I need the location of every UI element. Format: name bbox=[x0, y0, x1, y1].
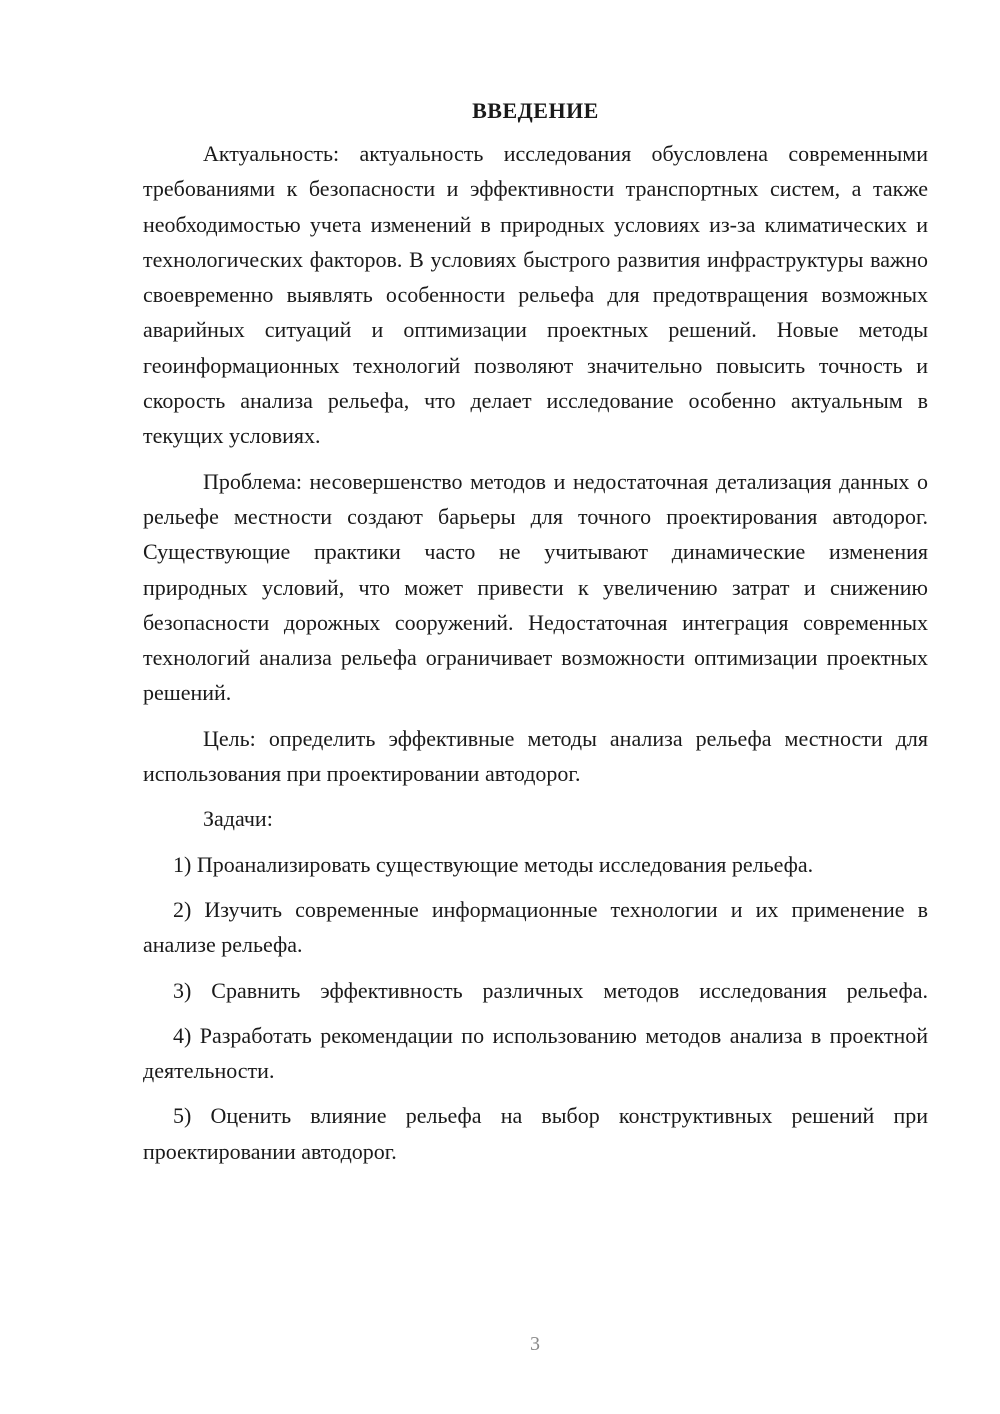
page-number: 3 bbox=[530, 1333, 540, 1355]
task-item-5: 5) Оценить влияние рельефа на выбор конструктивных решений при проектировании автодорог. bbox=[143, 1103, 928, 1164]
page-content bbox=[143, 96, 928, 1179]
relevance-paragraph: Актуальность: актуальность исследования обусловлена современными требованиями к безопасности и эффективности транспортных систем, а также необходимостью учета изменений в природных условиях из-за климатических и технологических факторов. В условиях быстрого развития инфраструктуры важно своевременно выявлять особенности рельефа для предотвращения возможных аварийных ситуаций и оптимизации проектных решений. Новые методы геоинформационных технологий позволяют значительно повысить точность и скорость анализа рельефа, что делает исследование особенно актуальным в текущих условиях. bbox=[143, 141, 928, 449]
task-item-3: 3) Сравнить эффективность различных методов исследования рельефа. bbox=[173, 977, 928, 1003]
tasks-heading: Задачи: bbox=[203, 806, 273, 832]
task-item-2: 2) Изучить современные информационные технологии и их применение в анализе рельефа. bbox=[143, 896, 928, 958]
task-item-4: 4) Разработать рекомендации по использованию методов анализа в проектной деятельности. bbox=[143, 1022, 928, 1084]
goal-paragraph: Цель: определить эффективные методы анализа рельефа местности для использования при проектировании автодорог. bbox=[143, 725, 928, 787]
page-title: ВВЕДЕНИЕ bbox=[472, 98, 599, 123]
problem-paragraph: Проблема: несовершенство методов и недостаточная детализация данных о рельефе местности создают барьеры для точного проектирования автодорог. Существующие практики часто не учитывают динамические изменения природных условий, что может привести к увеличению затрат и снижению безопасности дорожных сооружений. Недостаточная интеграция современных технологий анализа рельефа ограничивает возможности оптимизации проектных решений. bbox=[143, 468, 928, 706]
task-item-1: 1) Проанализировать существующие методы исследования рельефа. bbox=[173, 851, 814, 877]
